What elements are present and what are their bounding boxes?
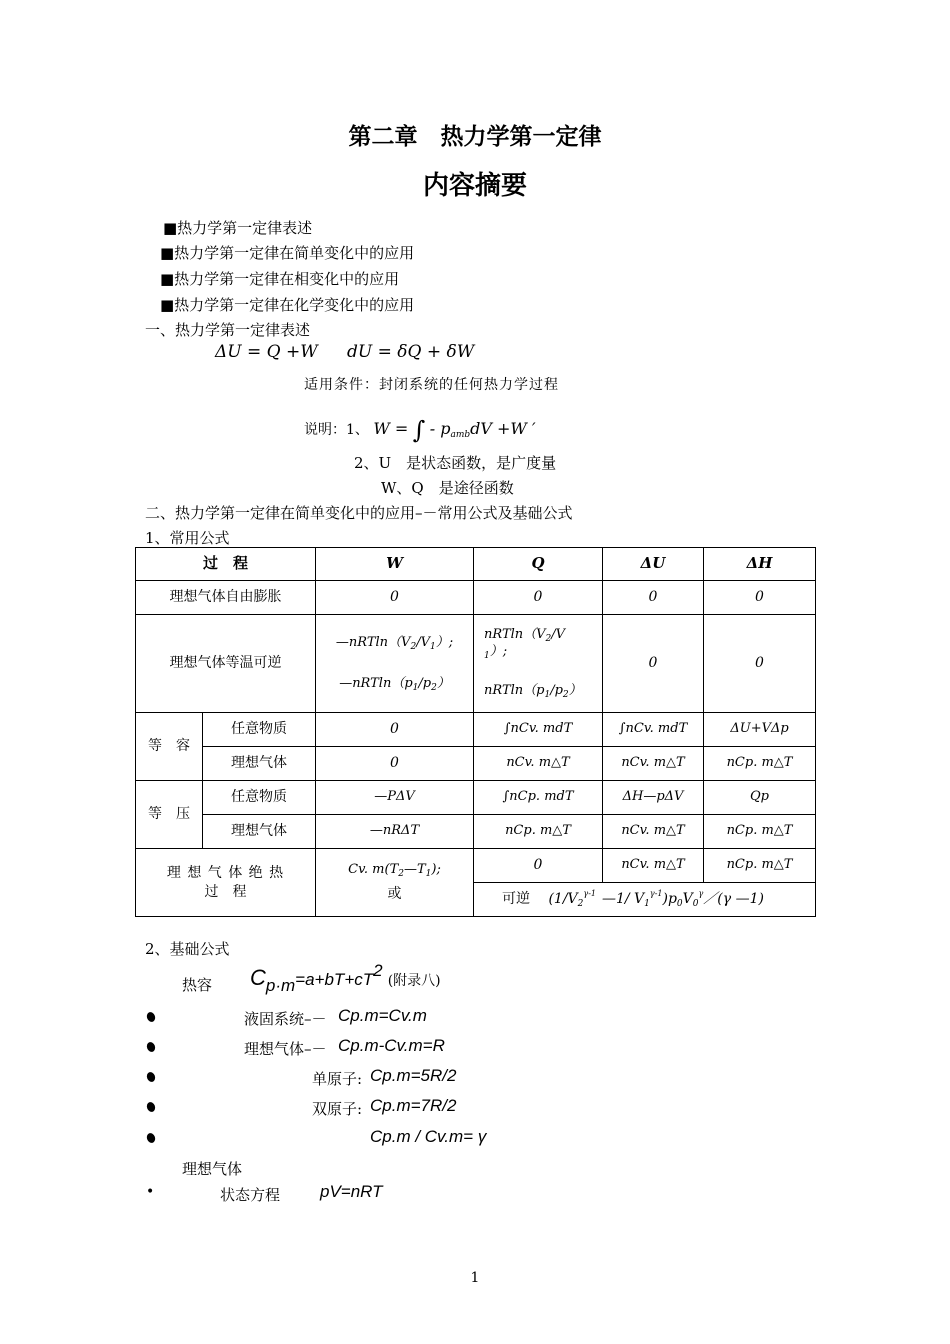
hc-sup: 2 bbox=[373, 961, 383, 980]
work-symbol: W = bbox=[373, 419, 409, 438]
iso-w2c: ） bbox=[436, 675, 450, 691]
header-process: 过 程 bbox=[136, 548, 316, 581]
isochoric-ideal-label: 理想气体 bbox=[203, 747, 316, 781]
iso-w2s2: 2 bbox=[431, 682, 437, 693]
isochoric-any-du: ∫nCv. mdT bbox=[603, 713, 704, 747]
basic-5-formula: Cp.m / Cv.m= γ bbox=[370, 1127, 487, 1146]
hc-c: C bbox=[250, 965, 266, 990]
isobaric-ideal-q: nCp. m△T bbox=[474, 815, 603, 849]
adi-rev-s2: 1 bbox=[644, 899, 650, 910]
isochoric-any-label: 任意物质 bbox=[203, 713, 316, 747]
state-equation-formula: pV=nRT bbox=[320, 1182, 383, 1201]
iso-q1b: /V bbox=[551, 627, 566, 643]
adi-rev-p1: γ-1 bbox=[583, 889, 596, 899]
bullet-icon bbox=[146, 1071, 157, 1083]
isobaric-ideal-label: 理想气体 bbox=[203, 815, 316, 849]
note-1-prefix: 说明：1、 bbox=[304, 422, 369, 438]
page-number: 1 bbox=[470, 1270, 480, 1286]
note-3: W、Q 是途径函数 bbox=[381, 479, 514, 497]
adi-rev-label: 可逆 bbox=[502, 891, 531, 908]
basic-4-label: 双原子: bbox=[312, 1100, 363, 1118]
adi-rev-s4: 0 bbox=[692, 899, 699, 910]
iso-q1: nRTln（V bbox=[484, 627, 546, 643]
adi-rev-d: V bbox=[682, 891, 693, 908]
iso-q3s2: 2 bbox=[562, 689, 569, 700]
basic-3-formula: Cp.m=5R/2 bbox=[370, 1066, 457, 1085]
work-integrand bbox=[430, 419, 536, 438]
free-expansion-w: 0 bbox=[316, 581, 474, 615]
bullet-icon bbox=[146, 1041, 157, 1053]
isothermal-dh: 0 bbox=[704, 615, 816, 713]
adiabatic-line2: 过 程 bbox=[204, 883, 247, 900]
adi-rev-c: )p bbox=[662, 891, 677, 908]
isobaric-ideal-dh: nCp. m△T bbox=[704, 815, 816, 849]
section-title: 内容摘要 bbox=[422, 171, 527, 201]
bullet-icon bbox=[146, 1011, 157, 1023]
hc-note: (附录八) bbox=[387, 973, 441, 989]
iso-w1b: /V bbox=[416, 634, 430, 650]
iso-w1c: ）; bbox=[435, 634, 454, 650]
isobaric-group: 等 压 bbox=[136, 781, 203, 849]
integrand-a: - p bbox=[429, 419, 451, 438]
isothermal-process: 理想气体等温可逆 bbox=[136, 615, 316, 713]
iso-q3s1: 1 bbox=[544, 689, 551, 700]
adi-w2: 或 bbox=[387, 885, 402, 902]
adiabatic-reversible bbox=[474, 883, 816, 917]
heat-capacity-label: 热容 bbox=[182, 976, 213, 994]
iso-w2s1: 1 bbox=[412, 682, 419, 693]
isobaric-any-label: 任意物质 bbox=[203, 781, 316, 815]
iso-w1a: —nRTln（V bbox=[335, 634, 411, 650]
isochoric-ideal-q: nCv. m△T bbox=[474, 747, 603, 781]
hc-body: =a+bT+cT bbox=[295, 970, 374, 989]
basic-1-formula: Cp.m=Cv.m bbox=[338, 1006, 427, 1025]
isobaric-any-w: —PΔV bbox=[316, 781, 474, 815]
adi-rev-a: (1/V bbox=[548, 891, 578, 908]
adiabatic-process bbox=[136, 849, 316, 917]
basic-3-label: 单原子: bbox=[312, 1070, 363, 1088]
free-expansion-q: 0 bbox=[474, 581, 603, 615]
iso-q2s: 1 bbox=[484, 651, 490, 662]
basic-2-label: 理想气体–－ bbox=[244, 1040, 327, 1058]
adi-rev-s1: 2 bbox=[577, 899, 584, 910]
iso-w1s1: 2 bbox=[410, 641, 417, 652]
basic-1-label: 液固系统–－ bbox=[244, 1010, 327, 1028]
isothermal-du: 0 bbox=[603, 615, 704, 713]
free-expansion-process: 理想气体自由膨胀 bbox=[136, 581, 316, 615]
adi-w1a: Cv. m(T bbox=[348, 861, 399, 877]
integrand-sub: amb bbox=[450, 430, 471, 440]
isothermal-q bbox=[474, 615, 603, 713]
isobaric-ideal-w: —nRΔT bbox=[316, 815, 474, 849]
adiabatic-q: 0 bbox=[474, 849, 603, 883]
iso-q3b: /p bbox=[550, 682, 563, 698]
part1-heading: 一、热力学第一定律表述 bbox=[145, 321, 311, 339]
sub1-heading: 1、常用公式 bbox=[145, 529, 230, 547]
isobaric-any-du: ΔH—pΔV bbox=[603, 781, 704, 815]
adiabatic-line1: 理 想 气 体 绝 热 bbox=[166, 865, 285, 882]
basic-4-formula: Cp.m=7R/2 bbox=[370, 1096, 457, 1115]
common-formulas-table bbox=[135, 547, 816, 917]
adi-rev-b: —1/ V bbox=[601, 891, 645, 908]
adi-rev-e: ／(γ —1) bbox=[703, 891, 764, 908]
note-2: 2、U 是状态函数，是广度量 bbox=[354, 454, 557, 472]
header-dh: ΔH bbox=[704, 548, 816, 581]
integral-sign: ∫ bbox=[412, 416, 426, 444]
integrand-b: dV +W ′ bbox=[470, 419, 536, 438]
sub2-heading: 2、基础公式 bbox=[145, 940, 230, 958]
iso-q1s: 2 bbox=[545, 634, 552, 645]
iso-q3a: nRTln（p bbox=[484, 682, 545, 698]
isochoric-group: 等 容 bbox=[136, 713, 203, 781]
adi-rev-p2: γ-1 bbox=[649, 889, 663, 899]
header-du: ΔU bbox=[603, 548, 704, 581]
small-bullet-icon: • bbox=[146, 1184, 155, 1200]
first-law-equation: ΔU = Q +W bbox=[215, 342, 318, 362]
note-1 bbox=[304, 412, 536, 444]
adiabatic-dh: nCp. m△T bbox=[704, 849, 816, 883]
basic-2-formula: Cp.m-Cv.m=R bbox=[338, 1036, 445, 1055]
isochoric-any-w: 0 bbox=[316, 713, 474, 747]
isobaric-any-dh: Qp bbox=[704, 781, 816, 815]
iso-w2a: —nRTln（p bbox=[339, 675, 413, 691]
iso-w2b: /p bbox=[418, 675, 432, 691]
free-expansion-dh: 0 bbox=[704, 581, 816, 615]
bullet-icon bbox=[146, 1132, 157, 1144]
free-expansion-du: 0 bbox=[603, 581, 704, 615]
state-equation-label: 状态方程 bbox=[220, 1186, 281, 1204]
isobaric-ideal-du: nCv. m△T bbox=[603, 815, 704, 849]
toc-item-2: ■热力学第一定律在简单变化中的应用 bbox=[160, 244, 415, 262]
bullet-icon bbox=[146, 1101, 157, 1113]
part2-heading: 二、热力学第一定律在简单变化中的应用–－常用公式及基础公式 bbox=[145, 504, 573, 522]
adi-w1s1: 2 bbox=[398, 868, 404, 879]
first-law-differential: dU = δQ + δW bbox=[347, 342, 475, 362]
adiabatic-du: nCv. m△T bbox=[603, 849, 704, 883]
toc-item-3: ■热力学第一定律在相变化中的应用 bbox=[160, 270, 400, 288]
toc-item-1: ■热力学第一定律表述 bbox=[163, 219, 313, 237]
isochoric-any-q: ∫nCv. mdT bbox=[474, 713, 603, 747]
iso-q2: ）; bbox=[489, 644, 508, 660]
adiabatic-w bbox=[316, 849, 474, 917]
isochoric-ideal-du: nCv. m△T bbox=[603, 747, 704, 781]
applicability-condition: 适用条件：封闭系统的任何热力学过程 bbox=[304, 377, 559, 393]
iso-q3c: ） bbox=[568, 682, 582, 698]
isochoric-any-dh: ΔU+VΔp bbox=[704, 713, 816, 747]
isobaric-any-q: ∫nCp. mdT bbox=[474, 781, 603, 815]
iso-w1s2: 1 bbox=[429, 641, 436, 652]
adi-rev-p3: γ bbox=[698, 889, 704, 899]
isochoric-ideal-w: 0 bbox=[316, 747, 474, 781]
adi-w1b: —T bbox=[404, 861, 426, 877]
chapter-title: 第二章 热力学第一定律 bbox=[348, 124, 602, 150]
heat-capacity-formula bbox=[250, 961, 441, 995]
header-q: Q bbox=[474, 548, 603, 581]
toc-item-4: ■热力学第一定律在化学变化中的应用 bbox=[160, 296, 415, 314]
ideal-gas-label: 理想气体 bbox=[182, 1160, 243, 1178]
isothermal-w bbox=[316, 615, 474, 713]
adi-w1s2: 1 bbox=[425, 868, 432, 879]
isochoric-ideal-dh: nCp. m△T bbox=[704, 747, 816, 781]
hc-sub: p·m bbox=[265, 976, 296, 995]
header-w: W bbox=[316, 548, 474, 581]
adi-rev-s3: 0 bbox=[676, 899, 683, 910]
adi-w1c: ); bbox=[431, 861, 441, 877]
